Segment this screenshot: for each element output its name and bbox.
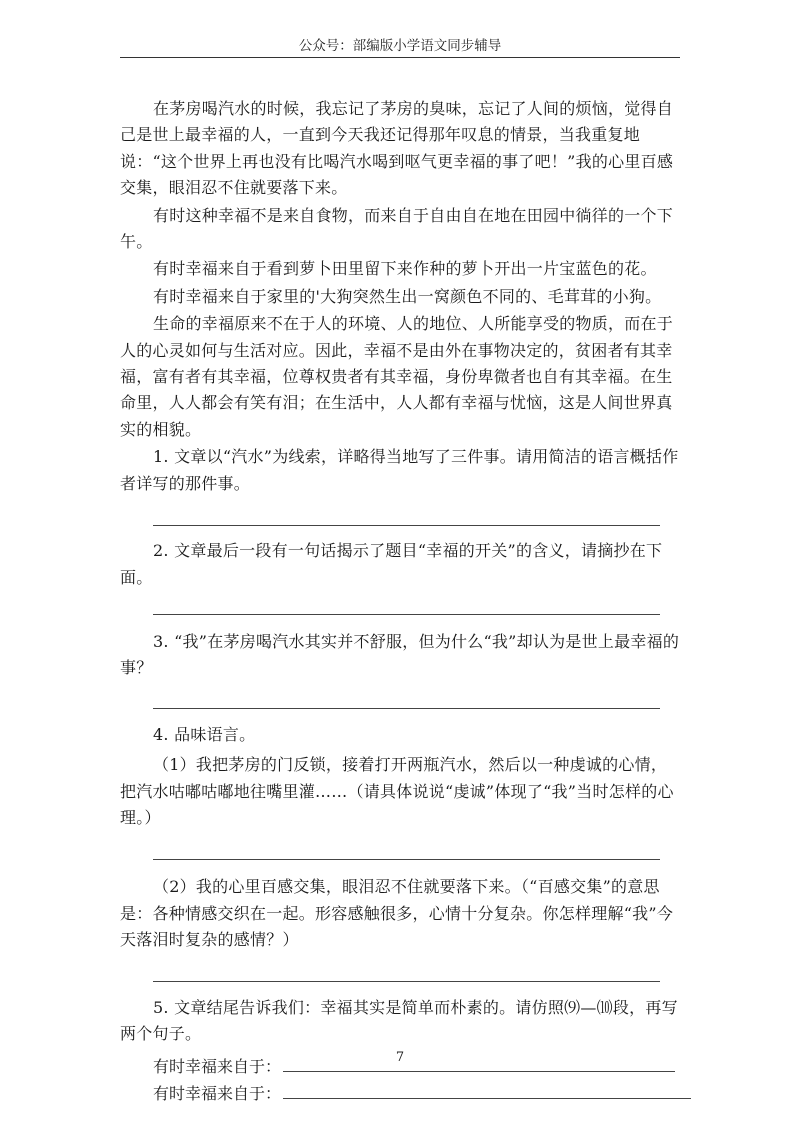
fill-blank-2[interactable]	[283, 1083, 691, 1099]
answer-line-q4-2[interactable]	[153, 981, 660, 982]
question-1: 1. 文章以“汽水”为线索，详略得当地写了三件事。请用简洁的语言概括作者详写的那件事。	[120, 447, 679, 493]
answer-line-q3[interactable]	[153, 708, 660, 709]
passage-paragraph: 有时幸福来自于看到萝卜田里留下来作种的萝卜开出一片宝蓝色的花。	[153, 259, 657, 279]
question-2: 2. 文章最后一段有一句话揭示了题目“幸福的开关”的含义，请摘抄在下面。	[120, 541, 663, 587]
fill-label: 有时幸福来自于：	[153, 1057, 282, 1077]
passage-paragraph: 有时幸福来自于家里的'大狗突然生出一窝颜色不同的、毛茸茸的小狗。	[153, 286, 662, 306]
answer-line-q2[interactable]	[153, 614, 660, 615]
answer-line-q4-1[interactable]	[153, 859, 660, 860]
passage-paragraph: 有时这种幸福不是来自食物，而来自于自由自在地在田园中徜徉的一个下午。	[120, 205, 674, 252]
passage-paragraph: 生命的幸福原来不在于人的环境、人的地位、人所能享受的物质，而在于人的心灵如何与生活对应。因此，幸福不是由外在事物决定的，贫困者有其幸福，富有者有其幸福，位尊权贵者有其幸福，身份卑微者也自有其幸福。在生命里，人人都会有笑有泪；在生活中，人人都有幸福与忧恼，这是人间世界真实的相貌。	[120, 314, 674, 439]
passage-paragraph: 在茅房喝汽水的时候，我忘记了茅房的臭味，忘记了人间的烦恼，觉得自己是世上最幸福的人，一直到今天我还记得那年叹息的情景，当我重复地说：“这个世界上再也没有比喝汽水喝到呕气更幸福的事了吧！”我的心里百感交集，眼泪忍不住就要落下来。	[120, 99, 674, 198]
fill-label: 有时幸福来自于：	[153, 1084, 282, 1104]
question-4-1: （1）我把茅房的门反锁，接着打开两瓶汽水，然后以一种虔诚的心情，把汽水咕嘟咕嘟地往嘴里灌……（请具体说说“虔诚”体现了“我”当时怎样的心理。）	[120, 755, 674, 827]
fill-row-2	[153, 1080, 680, 1107]
question-4-2: （2）我的心里百感交集，眼泪忍不住就要落下来。（“百感交集”的意思是：各种情感交织在一起。形容感触很多，心情十分复杂。你怎样理解“我”今天落泪时复杂的感情？）	[120, 877, 674, 950]
page-number: 7	[395, 1050, 405, 1065]
question-5: 5. 文章结尾告诉我们：幸福其实是简单而朴素的。请仿照⑼—⑽段，再写两个句子。	[120, 997, 678, 1043]
answer-line-q1[interactable]	[153, 525, 660, 526]
question-4: 4. 品味语言。	[153, 724, 256, 744]
page-header: 公众号：部编版小学语文同步辅导	[298, 38, 502, 54]
question-3: 3. “我”在茅房喝汽水其实并不舒服，但为什么“我”却认为是世上最幸福的事？	[120, 631, 680, 678]
page-content	[120, 96, 680, 1107]
header-divider	[120, 57, 680, 58]
